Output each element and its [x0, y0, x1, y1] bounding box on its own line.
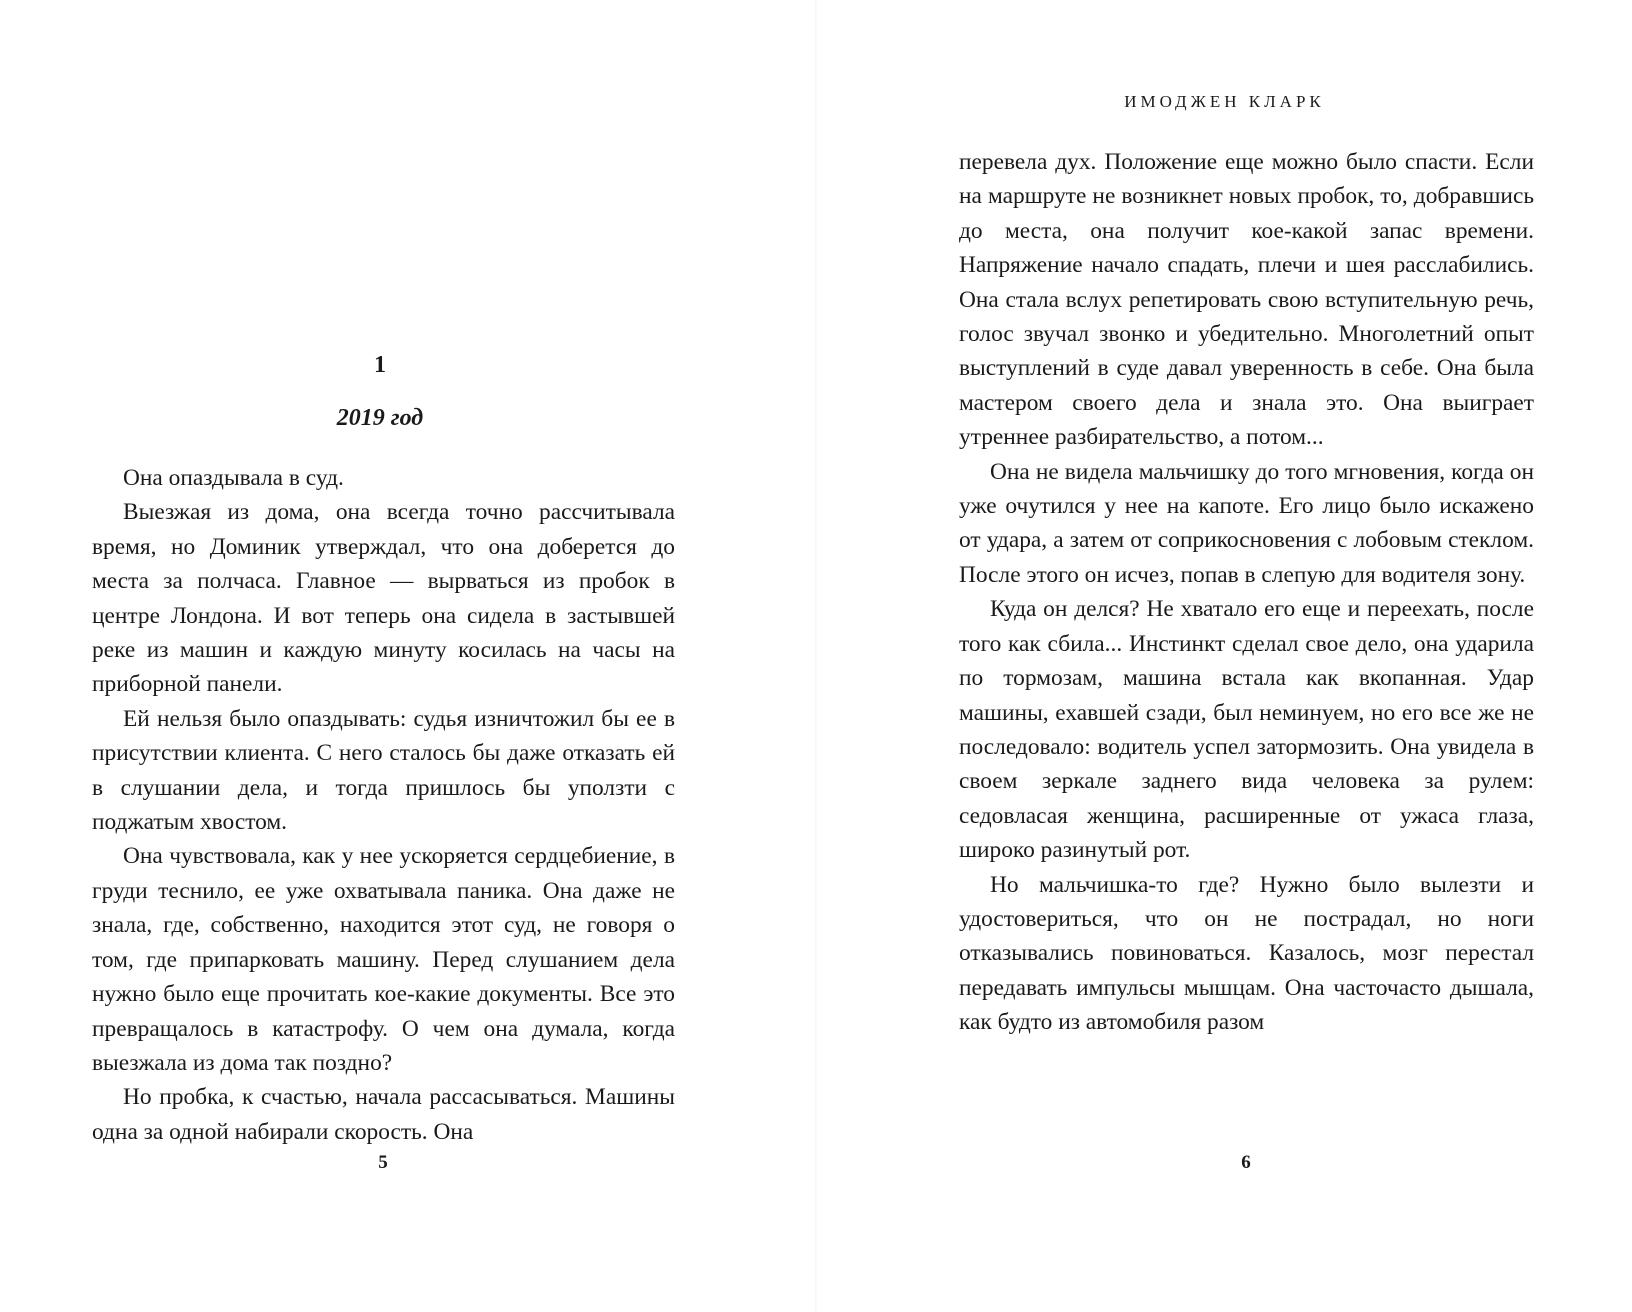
right-page-text	[959, 145, 1534, 1040]
paragraph: Но мальчишка-то где? Нужно было вылезти и удостовериться, что он не пострадал, но ноги отказывались повиноваться. Казалось, мозг перестал передавать импульсы мышцам. Она часточасто дышала, как будто из автомобиля разом	[959, 871, 1534, 1036]
chapter-number: 1	[374, 352, 386, 378]
paragraph: Ей нельзя было опаздывать: судья изничтожил бы ее в присутствии клиента. С него сталось бы даже отказать ей в слушании дела, и тогда пришлось бы уползти с поджатым хвостом.	[92, 705, 675, 836]
paragraph: Она опаздывала в суд.	[123, 465, 344, 491]
paragraph: Выезжая из дома, она всегда точно рассчитывала время, но Доминик утверждал, что она доберется до места за полчаса. Главное — вырваться из пробок в центре Лондона. И вот теперь она сидела в застывшей реке из машин и каждую минуту косилась на часы на приборной панели.	[92, 499, 675, 698]
running-head: ИМОДЖЕН КЛАРК	[1124, 92, 1325, 111]
chapter-date: 2019 год	[336, 405, 424, 431]
paragraph: Но пробка, к счастью, начала рассасываться. Машины одна за одной набирали скорость. Она	[92, 1084, 675, 1145]
right-page	[817, 0, 1632, 1312]
paragraph: Куда он делся? Не хватало его еще и переехать, после того как сбила... Инстинкт сделал свое дело, она ударила по тормозам, машина встала как вкопанная. Удар машины, ехавшей сзади, был неминуем, но его все же не последовало: водитель успел затормозить. Она увидела в своем зеркале заднего вида человека за рулем: седовласая женщина, расширенные от ужаса глаза, широко разинутый рот.	[959, 596, 1534, 864]
page-number: 5	[378, 1152, 388, 1173]
paragraph: Она чувствовала, как у нее ускоряется сердцебиение, в груди теснило, ее уже охватывала паника. Она даже не знала, где, собственно, находится этот суд, не говоря о том, где припарковать машину. Перед слушанием дела нужно было еще прочитать кое-какие документы. Все это превращалось в катастрофу. О чем она думала, когда выезжала из дома так поздно?	[92, 843, 675, 1076]
paragraph: перевела дух. Положение еще можно было спасти. Если на маршруте не возникнет новых пробок, то, добравшись до места, она получит кое-какой запас времени. Напряжение начало спадать, плечи и шея расслабились. Она стала вслух репетировать свою вступительную речь, голос звучал звонко и убедительно. Многолетний опыт выступлений в суде давал уверенность в себе. Она была мастером своего дела и знала это. Она выиграет утреннее разбирательство, а потом...	[959, 149, 1534, 451]
paragraph: Она не видела мальчишку до того мгновения, когда он уже очутился у нее на капоте. Его лицо было искажено от удара, а затем от соприкосновения с лобовым стеклом. После этого он исчез, попав в слепую для водителя зону.	[959, 458, 1534, 588]
left-page-text	[92, 461, 675, 1149]
page-number: 6	[1241, 1152, 1251, 1173]
left-page	[0, 0, 815, 1312]
